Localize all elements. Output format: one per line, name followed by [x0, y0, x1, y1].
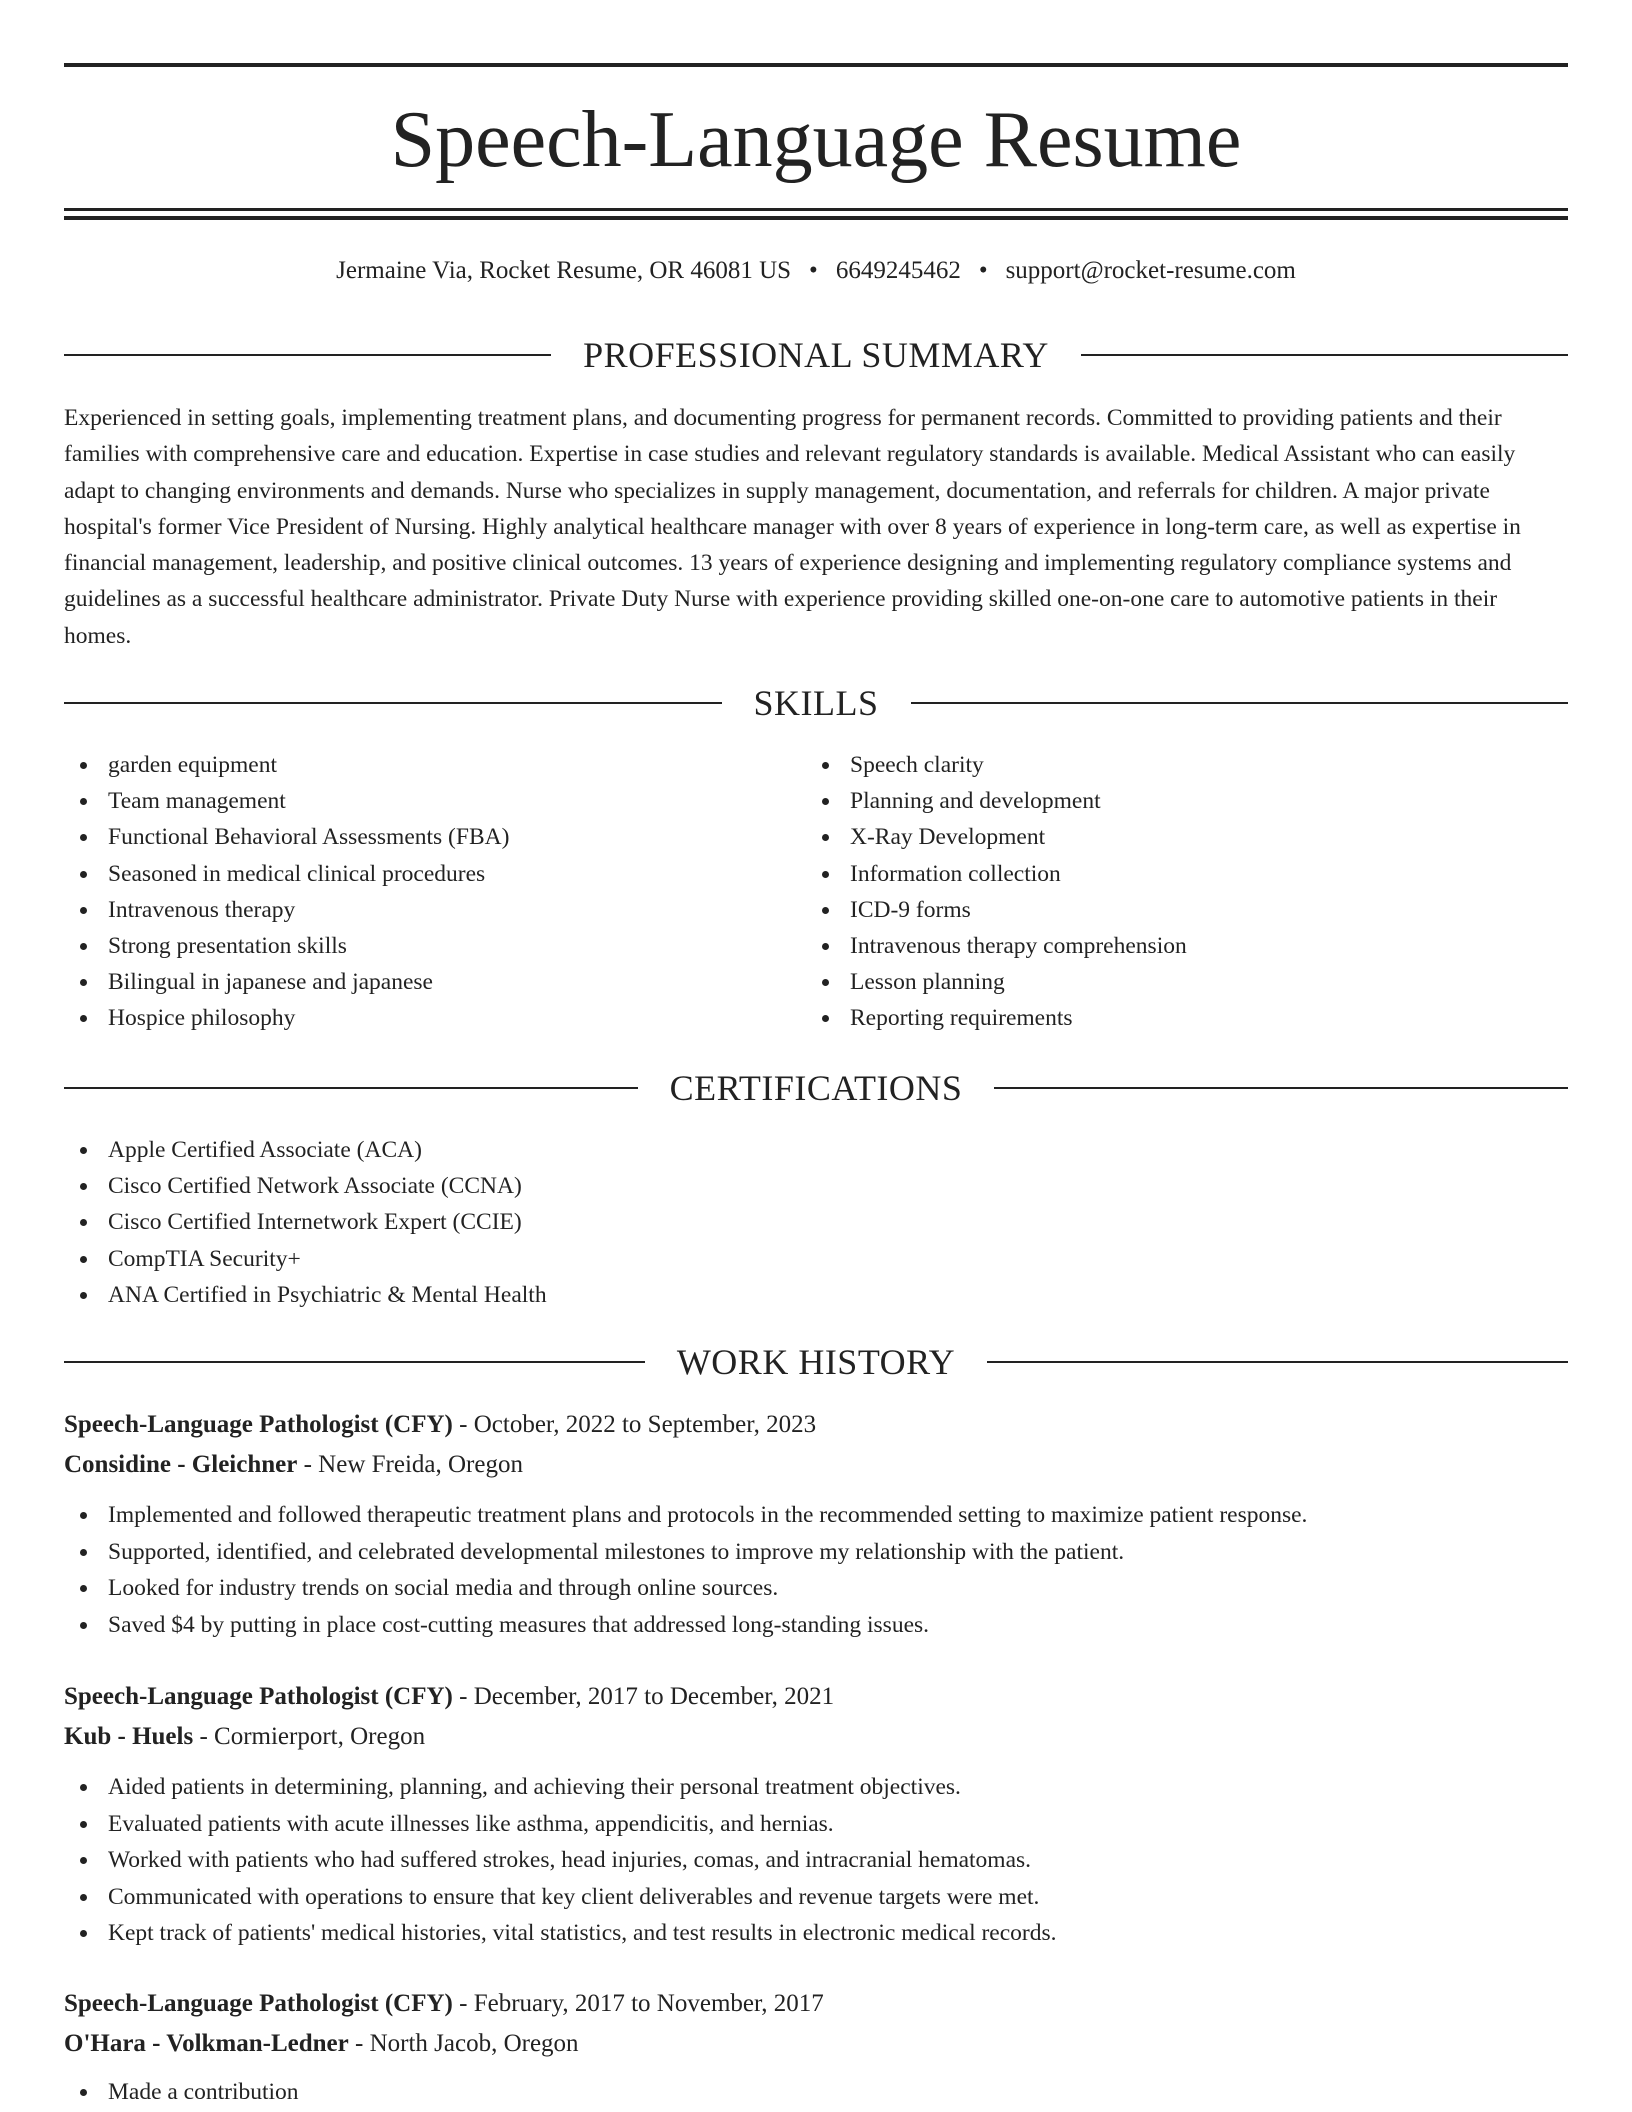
contact-line [64, 254, 1568, 288]
job-dates: December, 2017 to December, 2021 [473, 1683, 835, 1710]
certification-item: Apple Certified Associate (ACA) [64, 1132, 1568, 1168]
certification-item: ANA Certified in Psychiatric & Mental Health [64, 1277, 1568, 1313]
contact-email: support@rocket-resume.com [1005, 257, 1296, 284]
summary-heading-label: PROFESSIONAL SUMMARY [583, 335, 1049, 375]
skill-item: Seasoned in medical clinical procedures [64, 856, 804, 892]
job-location: New Freida, Oregon [318, 1451, 523, 1478]
job-company: Considine - Gleichner [64, 1451, 298, 1478]
contact-phone: 6649245462 [835, 257, 961, 284]
job-bullet-item: Supported, identified, and celebrated developmental milestones to improve my relationship with the patient. [64, 1534, 1568, 1571]
dash: - [452, 1990, 474, 2017]
certification-item: Cisco Certified Internetwork Expert (CCIE) [64, 1204, 1568, 1240]
skill-item: Intravenous therapy comprehension [806, 928, 1546, 964]
job-bullet-item: Aided patients in determining, planning, and achieving their personal treatment objectives. [64, 1769, 1568, 1806]
skills-list-right [806, 747, 1546, 1037]
job-bullet-item: Evaluated patients with acute illnesses like asthma, appendicitis, and hernias. [64, 1806, 1568, 1843]
job-role-line [64, 1677, 1568, 1717]
certifications-heading [64, 1066, 1568, 1110]
job-dates: October, 2022 to September, 2023 [473, 1411, 817, 1438]
skill-item: Team management [64, 783, 804, 819]
job-title: Speech-Language Pathologist (CFY) [64, 1411, 453, 1438]
contact-separator: • [978, 257, 988, 284]
skill-item: Planning and development [806, 783, 1546, 819]
skills-heading-label: SKILLS [753, 683, 879, 723]
job-bullet-item: Worked with patients who had suffered strokes, head injuries, comas, and intracranial hematomas. [64, 1842, 1568, 1879]
job-role-line [64, 1405, 1568, 1445]
contact-separator: • [809, 257, 818, 284]
job-company-line [64, 1445, 1568, 1485]
top-rule [64, 63, 1568, 67]
job-bullet-item: Looked for industry trends on social media and through online sources. [64, 1570, 1568, 1607]
job-location: Cormierport, Oregon [214, 1723, 426, 1750]
heading-rule [911, 702, 1569, 704]
job-bullets [64, 2074, 1568, 2111]
heading-rule [64, 1361, 645, 1363]
job-bullet-item: Saved $4 by putting in place cost-cutting measures that addressed long-standing issues. [64, 1607, 1568, 1644]
job-bullets [64, 1497, 1568, 1643]
skill-item: Lesson planning [806, 964, 1546, 1000]
dash: - [297, 1451, 319, 1478]
dash: - [452, 1411, 474, 1438]
job-entry-2 [64, 1677, 1568, 1952]
certifications-heading-label: CERTIFICATIONS [669, 1068, 963, 1108]
job-bullets [64, 1769, 1568, 1952]
job-title: Speech-Language Pathologist (CFY) [64, 1990, 453, 2017]
skill-item: Speech clarity [806, 747, 1546, 783]
skill-item: ICD-9 forms [806, 892, 1546, 928]
job-company: O'Hara - Volkman-Ledner [64, 2030, 349, 2057]
skill-item: Reporting requirements [806, 1000, 1546, 1036]
dash: - [452, 1683, 474, 1710]
skill-item: Strong presentation skills [64, 928, 804, 964]
job-company-line [64, 2024, 1568, 2064]
certification-item: CompTIA Security+ [64, 1241, 1568, 1277]
skill-item: Intravenous therapy [64, 892, 804, 928]
job-company: Kub - Huels [64, 1723, 194, 1750]
title-double-rule [64, 208, 1568, 220]
job-entry-1 [64, 1405, 1568, 1643]
job-bullet-item: Made a contribution [64, 2074, 1568, 2111]
heading-rule [987, 1361, 1568, 1363]
dash: - [348, 2030, 370, 2057]
job-entry-3 [64, 1984, 1568, 2111]
job-location: North Jacob, Oregon [369, 2030, 579, 2057]
job-dates: February, 2017 to November, 2017 [473, 1990, 824, 2017]
work-history-heading-label: WORK HISTORY [676, 1342, 956, 1382]
heading-rule [994, 1087, 1568, 1089]
skills-list-left [64, 747, 804, 1037]
summary-text: Experienced in setting goals, implementing treatment plans, and documenting progress for permanent records. Committed to providing patients and their families with comprehensive care and education. Expertise in case studies and relevant regulatory standards is available. Medical Assistant who can easily adapt to changing environments and demands. Nurse who specializes in supply management, documentation, and referrals for children. A major private hospital's former Vice President of Nursing. Highly analytical healthcare manager with over 8 years of experience in long-term care, as well as expertise in financial management, leadership, and positive clinical outcomes. 13 years of experience designing and implementing regulatory compliance systems and guidelines as a successful healthcare administrator. Private Duty Nurse with experience providing skilled one-on-one care to automotive patients in their homes. [64, 405, 1521, 649]
resume-title: Speech-Language Resume [390, 96, 1242, 184]
certification-item: Cisco Certified Network Associate (CCNA) [64, 1168, 1568, 1204]
summary-heading [64, 333, 1568, 377]
work-history-heading [64, 1340, 1568, 1384]
skill-item: garden equipment [64, 747, 804, 783]
job-title: Speech-Language Pathologist (CFY) [64, 1683, 453, 1710]
skill-item: Information collection [806, 856, 1546, 892]
heading-rule [64, 702, 722, 704]
skill-item: Hospice philosophy [64, 1000, 804, 1036]
skill-item: Bilingual in japanese and japanese [64, 964, 804, 1000]
job-bullet-item: Implemented and followed therapeutic treatment plans and protocols in the recommended setting to maximize patient response. [64, 1497, 1568, 1534]
heading-rule [1081, 354, 1568, 356]
skill-item: X-Ray Development [806, 819, 1546, 855]
skill-item: Functional Behavioral Assessments (FBA) [64, 819, 804, 855]
dash: - [193, 1723, 215, 1750]
job-bullet-item: Kept track of patients' medical histories, vital statistics, and test results in electronic medical records. [64, 1915, 1568, 1952]
skills-heading [64, 681, 1568, 725]
job-bullet-item: Communicated with operations to ensure that key client deliverables and revenue targets were met. [64, 1879, 1568, 1916]
contact-address: Jermaine Via, Rocket Resume, OR 46081 US [336, 257, 792, 284]
job-company-line [64, 1717, 1568, 1757]
heading-rule [64, 1087, 638, 1089]
certifications-list [64, 1132, 1568, 1313]
heading-rule [64, 354, 551, 356]
job-role-line [64, 1984, 1568, 2024]
